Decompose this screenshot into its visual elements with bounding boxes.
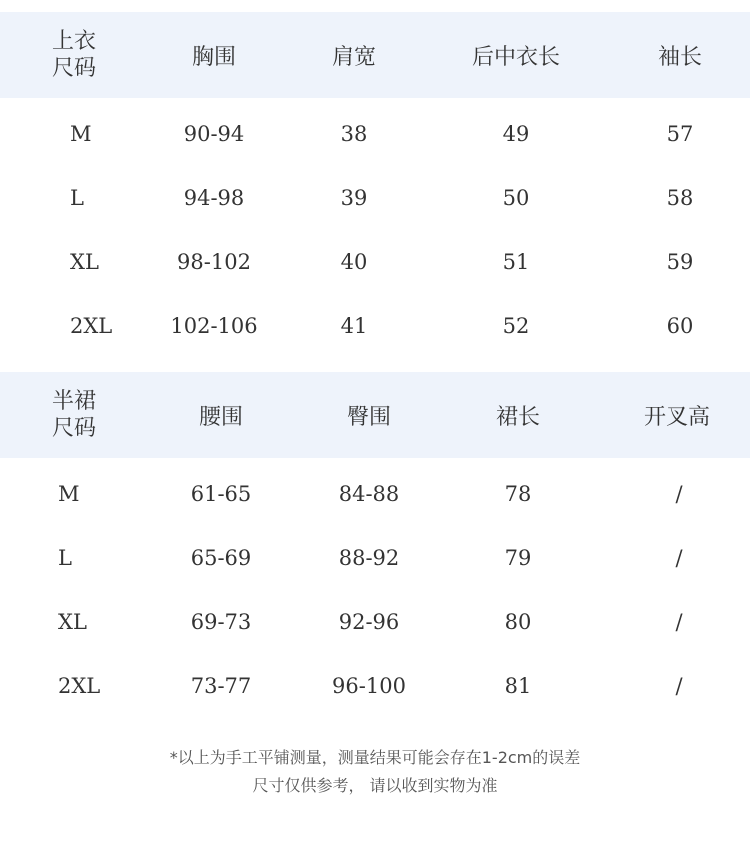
value-cell: 92-96 bbox=[338, 610, 400, 634]
skirt-label-line1: 半裙 bbox=[52, 389, 97, 414]
value-cell: 41 bbox=[340, 314, 368, 338]
value-cell: 69-73 bbox=[190, 610, 252, 634]
size-cell: M bbox=[70, 122, 92, 146]
value-cell: 49 bbox=[502, 122, 530, 146]
value-cell: 50 bbox=[502, 186, 530, 210]
header-back-length: 后中衣长 bbox=[471, 44, 561, 70]
size-cell: L bbox=[70, 186, 84, 210]
value-cell: 73-77 bbox=[190, 674, 252, 698]
table-row bbox=[0, 102, 750, 166]
value-cell: / bbox=[675, 482, 683, 506]
top-table-header bbox=[0, 12, 750, 98]
header-shoulder: 肩宽 bbox=[331, 44, 377, 70]
size-cell: XL bbox=[58, 610, 87, 634]
size-cell: 2XL bbox=[70, 314, 113, 338]
top-size-table bbox=[0, 12, 750, 358]
value-cell: 52 bbox=[502, 314, 530, 338]
skirt-size-table bbox=[0, 372, 750, 718]
value-cell: 78 bbox=[504, 482, 532, 506]
value-cell: / bbox=[675, 610, 683, 634]
value-cell: 59 bbox=[666, 250, 694, 274]
note-line2: 尺寸仅供参考， 请以收到实物为准 bbox=[252, 776, 498, 795]
table-row bbox=[0, 166, 750, 230]
value-cell: 61-65 bbox=[190, 482, 252, 506]
header-sleeve: 袖长 bbox=[657, 44, 703, 70]
header-skirt-length: 裙长 bbox=[495, 404, 541, 430]
value-cell: 98-102 bbox=[177, 250, 251, 274]
value-cell: 80 bbox=[504, 610, 532, 634]
note-line1: *以上为手工平铺测量，测量结果可能会存在1-2cm的误差 bbox=[169, 748, 581, 767]
value-cell: 58 bbox=[666, 186, 694, 210]
header-chest: 胸围 bbox=[191, 44, 237, 70]
value-cell: 84-88 bbox=[338, 482, 400, 506]
table-row bbox=[0, 230, 750, 294]
value-cell: 102-106 bbox=[170, 314, 258, 338]
value-cell: 38 bbox=[340, 122, 368, 146]
table-row bbox=[0, 590, 750, 654]
size-cell: XL bbox=[70, 250, 99, 274]
size-cell: L bbox=[58, 546, 72, 570]
top-label-line2: 尺码 bbox=[52, 56, 97, 81]
value-cell: / bbox=[675, 674, 683, 698]
value-cell: 40 bbox=[340, 250, 368, 274]
skirt-label-line2: 尺码 bbox=[52, 416, 97, 441]
value-cell: 88-92 bbox=[338, 546, 400, 570]
value-cell: 39 bbox=[340, 186, 368, 210]
value-cell: 96-100 bbox=[332, 674, 406, 698]
top-label-line1: 上衣 bbox=[52, 29, 97, 54]
table-row bbox=[0, 462, 750, 526]
header-hip: 臀围 bbox=[346, 404, 392, 430]
value-cell: 65-69 bbox=[190, 546, 252, 570]
value-cell: / bbox=[675, 546, 683, 570]
value-cell: 51 bbox=[502, 250, 530, 274]
skirt-table-header bbox=[0, 372, 750, 458]
table-row bbox=[0, 654, 750, 718]
header-slit-height: 开叉高 bbox=[643, 404, 711, 430]
size-cell: 2XL bbox=[58, 674, 101, 698]
value-cell: 57 bbox=[666, 122, 694, 146]
value-cell: 94-98 bbox=[183, 186, 245, 210]
top-size-label bbox=[52, 28, 96, 82]
value-cell: 60 bbox=[666, 314, 694, 338]
header-waist: 腰围 bbox=[198, 404, 244, 430]
value-cell: 90-94 bbox=[183, 122, 245, 146]
skirt-size-label bbox=[52, 388, 96, 442]
value-cell: 79 bbox=[504, 546, 532, 570]
value-cell: 81 bbox=[504, 674, 532, 698]
size-cell: M bbox=[58, 482, 80, 506]
measurement-note bbox=[0, 744, 750, 800]
table-row bbox=[0, 294, 750, 358]
table-row bbox=[0, 526, 750, 590]
